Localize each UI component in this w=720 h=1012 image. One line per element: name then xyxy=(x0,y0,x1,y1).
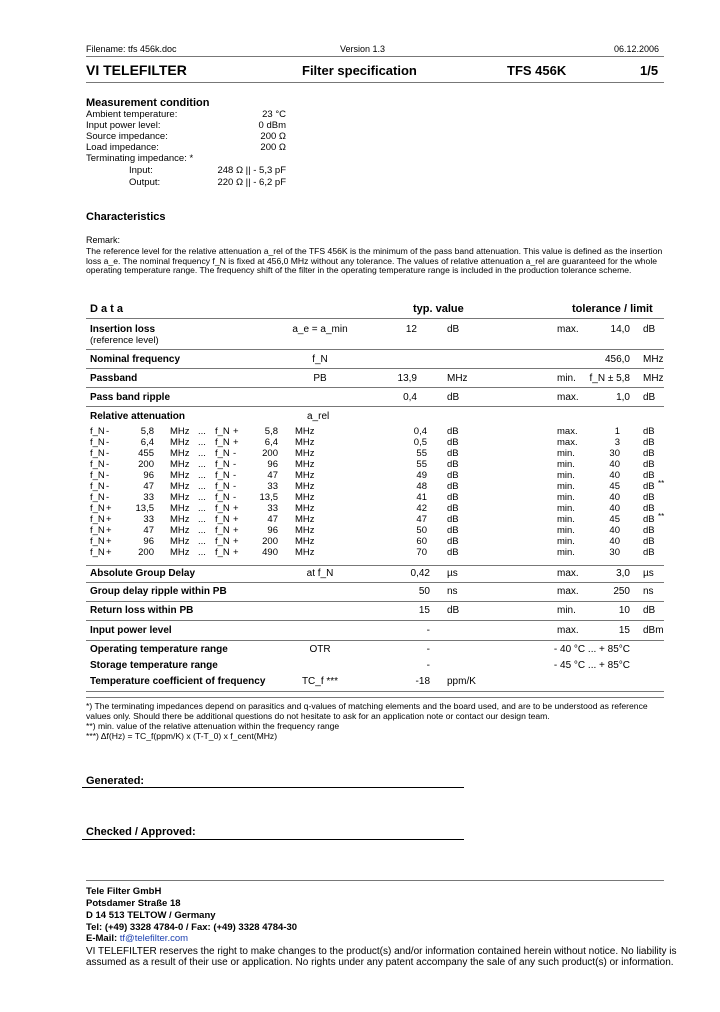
att-fn-2: f_N xyxy=(215,536,230,547)
att-typ-unit: dB xyxy=(447,481,459,492)
limit-value: 10 xyxy=(618,605,630,616)
att-freq-2: 96 xyxy=(267,459,278,470)
att-freq-2: 490 xyxy=(262,547,278,558)
limit-unit: dB xyxy=(643,605,656,616)
att-typ-unit: dB xyxy=(447,514,459,525)
row-rule xyxy=(86,620,664,621)
att-dots: ... xyxy=(198,547,206,558)
measurement-label: Input power level: xyxy=(86,120,161,131)
att-limit-value: 45 xyxy=(609,514,620,525)
att-freq-2: 96 xyxy=(267,525,278,536)
att-dots: ... xyxy=(198,459,206,470)
typ-value: 15 xyxy=(418,605,430,616)
att-limit-kind: min. xyxy=(557,503,575,514)
att-unit-2: MHz xyxy=(295,437,315,448)
col-tol: tolerance / limit xyxy=(572,303,653,315)
att-limit-kind: max. xyxy=(557,426,578,437)
att-note: ** xyxy=(658,479,665,488)
att-fn-1: f_N xyxy=(90,437,105,448)
att-dots: ... xyxy=(198,470,206,481)
typ-value: - xyxy=(426,625,430,636)
att-sign-2: - xyxy=(233,459,237,470)
limit-kind: min. xyxy=(557,373,576,384)
att-limit-kind: min. xyxy=(557,481,575,492)
param-name: Pass band ripple xyxy=(90,392,171,403)
att-dots: ... xyxy=(198,492,206,503)
att-limit-kind: min. xyxy=(557,547,575,558)
limit-unit: µs xyxy=(643,568,654,579)
att-sign-2: - xyxy=(233,448,237,459)
measurement-value: 0 dBm xyxy=(258,120,286,131)
att-sign-1: - xyxy=(106,470,110,481)
att-fn-2: f_N xyxy=(215,470,230,481)
att-limit-value: 40 xyxy=(609,536,620,547)
att-typ: 0,5 xyxy=(413,437,427,448)
att-sign-2: - xyxy=(233,470,237,481)
att-freq-1: 200 xyxy=(138,459,154,470)
att-limit-unit: dB xyxy=(643,437,655,448)
measurement-label: Load impedance: xyxy=(86,142,159,153)
att-freq-2: 47 xyxy=(267,470,278,481)
limit-unit: dBm xyxy=(643,625,664,636)
measurement-label: Output: xyxy=(129,177,161,188)
typ-value: 50 xyxy=(418,586,430,597)
att-sign-1: + xyxy=(106,525,112,536)
att-fn-1: f_N xyxy=(90,514,105,525)
att-unit-2: MHz xyxy=(295,536,315,547)
att-limit-value: 30 xyxy=(609,448,620,459)
att-fn-2: f_N xyxy=(215,437,230,448)
typ-value: - xyxy=(426,644,430,655)
att-limit-kind: min. xyxy=(557,470,575,481)
param-name: Storage temperature range xyxy=(90,660,218,671)
att-fn-1: f_N xyxy=(90,492,105,503)
att-limit-kind: min. xyxy=(557,514,575,525)
limit-unit: MHz xyxy=(643,354,664,365)
att-typ: 55 xyxy=(416,448,427,459)
att-unit-2: MHz xyxy=(295,426,315,437)
att-limit-value: 40 xyxy=(609,492,620,503)
att-sign-2: + xyxy=(233,536,239,547)
email-link[interactable]: tf@telefilter.com xyxy=(119,933,189,944)
col-data: D a t a xyxy=(90,303,124,315)
generated-label: Generated: xyxy=(86,775,145,787)
version: Version 1.3 xyxy=(340,44,386,54)
row-rule xyxy=(86,387,664,388)
att-unit-1: MHz xyxy=(170,503,190,514)
att-limit-value: 40 xyxy=(609,525,620,536)
param-name: Passband xyxy=(90,373,138,384)
att-limit-unit: dB xyxy=(643,503,655,514)
att-freq-2: 33 xyxy=(267,503,278,514)
att-typ-unit: dB xyxy=(447,426,459,437)
att-limit-value: 40 xyxy=(609,470,620,481)
att-dots: ... xyxy=(198,448,206,459)
row-rule xyxy=(86,640,664,641)
att-dots: ... xyxy=(198,481,206,492)
param-symbol: OTR xyxy=(309,644,331,655)
typ-unit: MHz xyxy=(447,373,468,384)
att-dots: ... xyxy=(198,514,206,525)
rel-att-title: Relative attenuation xyxy=(90,411,186,422)
att-sign-1: - xyxy=(106,426,110,437)
att-typ-unit: dB xyxy=(447,547,459,558)
att-limit-kind: min. xyxy=(557,459,575,470)
att-fn-1: f_N xyxy=(90,525,105,536)
limit-unit: dB xyxy=(643,392,656,403)
company-logo xyxy=(86,62,187,78)
generated-line xyxy=(82,787,464,788)
typ-value: 12 xyxy=(405,324,417,335)
att-sign-2: + xyxy=(233,525,239,536)
att-limit-unit: dB xyxy=(643,470,655,481)
att-unit-2: MHz xyxy=(295,470,315,481)
typ-value: 13,9 xyxy=(397,373,417,384)
att-limit-unit: dB xyxy=(643,536,655,547)
remark-label: Remark: xyxy=(86,235,121,245)
att-limit-kind: min. xyxy=(557,448,575,459)
limit-value: 14,0 xyxy=(610,324,630,335)
att-dots: ... xyxy=(198,426,206,437)
att-freq-1: 200 xyxy=(138,547,154,558)
att-freq-1: 33 xyxy=(143,514,154,525)
att-limit-value: 3 xyxy=(614,437,620,448)
limit-kind: max. xyxy=(557,625,579,636)
att-freq-2: 47 xyxy=(267,514,278,525)
att-dots: ... xyxy=(198,536,206,547)
row-rule xyxy=(86,582,664,583)
footer-street: Potsdamer Straße 18 xyxy=(86,898,181,909)
att-fn-2: f_N xyxy=(215,492,230,503)
measurement-label: Input: xyxy=(129,165,153,176)
att-fn-2: f_N xyxy=(215,514,230,525)
att-limit-unit: dB xyxy=(643,481,655,492)
table-rule xyxy=(86,318,664,319)
att-unit-1: MHz xyxy=(170,536,190,547)
limit-value: - 40 °C ... + 85°C xyxy=(553,644,630,655)
att-typ-unit: dB xyxy=(447,492,459,503)
att-limit-unit: dB xyxy=(643,525,655,536)
att-freq-1: 96 xyxy=(143,536,154,547)
att-fn-1: f_N xyxy=(90,470,105,481)
filename: Filename: tfs 456k.doc xyxy=(86,44,177,54)
att-dots: ... xyxy=(198,525,206,536)
att-typ-unit: dB xyxy=(447,470,459,481)
row-rule xyxy=(86,601,664,602)
page-number: 1/5 xyxy=(640,63,659,78)
att-typ-unit: dB xyxy=(447,525,459,536)
att-typ-unit: dB xyxy=(447,448,459,459)
typ-unit: µs xyxy=(447,568,458,579)
att-limit-kind: min. xyxy=(557,536,575,547)
measurement-label: Source impedance: xyxy=(86,131,168,142)
footnote-rule xyxy=(86,697,664,698)
att-freq-2: 200 xyxy=(262,536,278,547)
att-freq-1: 33 xyxy=(143,492,154,503)
param-symbol: PB xyxy=(313,373,327,384)
row-rule xyxy=(86,368,664,369)
att-sign-1: - xyxy=(106,492,110,503)
att-unit-1: MHz xyxy=(170,492,190,503)
disclaimer-2: assumed as a result of their use or application. No rights under any patent accompany the sale of any such product(s) or information. xyxy=(86,957,674,968)
att-sign-1: - xyxy=(106,459,110,470)
param-symbol: f_N xyxy=(312,354,328,365)
att-sign-2: - xyxy=(233,481,237,492)
att-fn-1: f_N xyxy=(90,536,105,547)
typ-value: - xyxy=(426,660,430,671)
att-typ: 50 xyxy=(416,525,427,536)
footnote-1: *) The terminating impedances depend on parasitics and q-values of matching elements and the board used, and are to be understood as reference xyxy=(86,701,648,711)
att-fn-2: f_N xyxy=(215,503,230,514)
limit-value: 1,0 xyxy=(616,392,630,403)
typ-unit: ppm/K xyxy=(447,676,476,687)
att-freq-1: 47 xyxy=(143,481,154,492)
att-limit-kind: max. xyxy=(557,437,578,448)
att-limit-value: 1 xyxy=(614,426,620,437)
att-unit-1: MHz xyxy=(170,448,190,459)
att-unit-2: MHz xyxy=(295,525,315,536)
typ-unit: ns xyxy=(447,586,458,597)
att-typ: 0,4 xyxy=(413,426,427,437)
att-fn-2: f_N xyxy=(215,547,230,558)
att-unit-2: MHz xyxy=(295,547,315,558)
att-typ: 49 xyxy=(416,470,427,481)
att-limit-unit: dB xyxy=(643,459,655,470)
att-typ: 48 xyxy=(416,481,427,492)
param-name: Input power level xyxy=(90,625,172,636)
att-limit-unit: dB xyxy=(643,492,655,503)
att-typ-unit: dB xyxy=(447,503,459,514)
att-freq-1: 6,4 xyxy=(140,437,154,448)
email-label: E-Mail: xyxy=(86,933,118,944)
att-dots: ... xyxy=(198,437,206,448)
row-rule xyxy=(86,406,664,407)
att-sign-1: - xyxy=(106,448,110,459)
att-sign-1: + xyxy=(106,503,112,514)
measurement-value: 220 Ω || - 6,2 pF xyxy=(217,177,286,188)
att-freq-1: 47 xyxy=(143,525,154,536)
limit-kind: max. xyxy=(557,392,579,403)
att-unit-1: MHz xyxy=(170,514,190,525)
att-sign-1: + xyxy=(106,547,112,558)
att-unit-2: MHz xyxy=(295,448,315,459)
param-name: Nominal frequency xyxy=(90,354,181,365)
att-note: ** xyxy=(658,512,665,521)
param-name: Operating temperature range xyxy=(90,644,228,655)
att-unit-2: MHz xyxy=(295,503,315,514)
att-freq-1: 13,5 xyxy=(135,503,154,514)
measurement-value: 23 °C xyxy=(262,109,286,120)
att-limit-unit: dB xyxy=(643,547,655,558)
date: 06.12.2006 xyxy=(614,44,660,54)
att-typ-unit: dB xyxy=(447,459,459,470)
att-sign-2: + xyxy=(233,514,239,525)
footnote-4: ***) Δf(Hz) = TC_f(ppm/K) x (T-T_0) x f_cent(MHz) xyxy=(86,731,278,741)
att-unit-1: MHz xyxy=(170,437,190,448)
att-fn-2: f_N xyxy=(215,426,230,437)
param-name: Group delay ripple within PB xyxy=(90,586,227,597)
logo-mark: VI xyxy=(86,62,100,78)
footnote-3: **) min. value of the relative attenuation within the frequency range xyxy=(86,721,340,731)
att-fn-1: f_N xyxy=(90,503,105,514)
typ-unit: dB xyxy=(447,392,460,403)
checked-line xyxy=(82,839,464,840)
att-unit-2: MHz xyxy=(295,514,315,525)
att-sign-1: + xyxy=(106,514,112,525)
att-limit-value: 30 xyxy=(609,547,620,558)
footer-company: Tele Filter GmbH xyxy=(86,886,162,897)
att-fn-1: f_N xyxy=(90,426,105,437)
measurement-label: Ambient temperature: xyxy=(86,109,178,120)
att-limit-unit: dB xyxy=(643,426,655,437)
att-typ: 42 xyxy=(416,503,427,514)
doc-title: Filter specification xyxy=(302,63,417,78)
remark-line-2: loss a_e. The nominal frequency f_N is fixed at 456,0 MHz without any tolerance. The values of relative attenuation a_rel are guaranteed for the whole xyxy=(86,256,658,266)
att-fn-2: f_N xyxy=(215,448,230,459)
att-unit-2: MHz xyxy=(295,459,315,470)
att-fn-1: f_N xyxy=(90,481,105,492)
limit-value: 456,0 xyxy=(604,354,630,365)
footer-city: D 14 513 TELTOW / Germany xyxy=(86,910,216,921)
measurement-value: 200 Ω xyxy=(260,131,286,142)
att-sign-2: + xyxy=(233,426,239,437)
att-fn-2: f_N xyxy=(215,481,230,492)
remark-line-3: operating temperature range. The frequency shift of the filter in the operating temperature range is included in the production tolerance scheme. xyxy=(86,265,632,275)
limit-value: f_N ± 5,8 xyxy=(589,373,630,384)
rel-att-sym: a_rel xyxy=(307,411,330,422)
att-limit-value: 40 xyxy=(609,459,620,470)
disclaimer-1: VI TELEFILTER reserves the right to make changes to the product(s) and/or information contained herein without notice. No liability is xyxy=(86,946,677,957)
att-sign-1: - xyxy=(106,437,110,448)
param-sub: (reference level) xyxy=(90,335,159,346)
att-sign-2: - xyxy=(233,492,237,503)
att-limit-kind: min. xyxy=(557,492,575,503)
att-sign-2: + xyxy=(233,503,239,514)
limit-unit: ns xyxy=(643,586,654,597)
att-freq-1: 96 xyxy=(143,470,154,481)
att-sign-1: - xyxy=(106,481,110,492)
att-freq-2: 5,8 xyxy=(264,426,278,437)
att-typ: 41 xyxy=(416,492,427,503)
row-rule xyxy=(86,565,664,566)
att-limit-value: 45 xyxy=(609,481,620,492)
att-limit-value: 40 xyxy=(609,503,620,514)
limit-value: - 45 °C ... + 85°C xyxy=(553,660,630,671)
typ-value: 0,42 xyxy=(410,568,430,579)
att-unit-2: MHz xyxy=(295,492,315,503)
att-limit-unit: dB xyxy=(643,514,655,525)
param-name: Absolute Group Delay xyxy=(90,568,196,579)
footer-tel: Tel: (+49) 3328 4784-0 / Fax: (+49) 3328 4784-30 xyxy=(86,922,298,933)
att-typ: 55 xyxy=(416,459,427,470)
measurement-label: Terminating impedance: * xyxy=(86,153,194,164)
checked-label: Checked / Approved: xyxy=(86,826,196,838)
att-dots: ... xyxy=(198,503,206,514)
limit-kind: min. xyxy=(557,605,576,616)
att-freq-2: 33 xyxy=(267,481,278,492)
att-typ: 60 xyxy=(416,536,427,547)
param-name: Temperature coefficient of frequency xyxy=(90,676,266,687)
typ-unit: dB xyxy=(447,605,460,616)
header-rule-top xyxy=(86,56,664,57)
footer-email-block xyxy=(86,933,188,944)
att-typ-unit: dB xyxy=(447,536,459,547)
param-symbol: a_e = a_min xyxy=(292,324,348,335)
att-typ: 47 xyxy=(416,514,427,525)
part-number: TFS 456K xyxy=(507,63,567,78)
att-sign-2: + xyxy=(233,547,239,558)
col-typ: typ. value xyxy=(413,303,464,315)
row-rule xyxy=(86,349,664,350)
att-fn-2: f_N xyxy=(215,459,230,470)
att-unit-1: MHz xyxy=(170,426,190,437)
att-freq-2: 13,5 xyxy=(259,492,278,503)
att-limit-unit: dB xyxy=(643,448,655,459)
measurement-value: 248 Ω || - 5,3 pF xyxy=(217,165,286,176)
characteristics-title: Characteristics xyxy=(86,211,166,223)
att-typ: 70 xyxy=(416,547,427,558)
footnote-2: values only. Should there be additional questions do not hesitate to ask for an application note or contact our design team. xyxy=(86,711,550,721)
att-unit-2: MHz xyxy=(295,481,315,492)
measurement-value: 200 Ω xyxy=(260,142,286,153)
att-sign-1: + xyxy=(106,536,112,547)
att-freq-2: 200 xyxy=(262,448,278,459)
remark-line-1: The reference level for the relative attenuation a_rel of the TFS 456K is the minimum of the pass band attenuation. This value is defined as the insertion xyxy=(86,246,663,256)
att-unit-1: MHz xyxy=(170,459,190,470)
att-unit-1: MHz xyxy=(170,470,190,481)
footer-rule xyxy=(86,880,664,881)
att-fn-1: f_N xyxy=(90,459,105,470)
limit-kind: max. xyxy=(557,586,579,597)
att-fn-2: f_N xyxy=(215,525,230,536)
param-symbol: TC_f *** xyxy=(301,676,339,687)
limit-kind: max. xyxy=(557,568,579,579)
att-unit-1: MHz xyxy=(170,547,190,558)
limit-value: 15 xyxy=(618,625,630,636)
param-name: Return loss within PB xyxy=(90,605,194,616)
att-unit-1: MHz xyxy=(170,481,190,492)
typ-value: 0,4 xyxy=(403,392,417,403)
measurement-title: Measurement condition xyxy=(86,97,210,109)
att-freq-1: 455 xyxy=(138,448,154,459)
typ-value: -18 xyxy=(415,676,430,687)
param-name: Insertion loss xyxy=(90,324,156,335)
header-rule-bottom xyxy=(86,82,664,83)
att-fn-1: f_N xyxy=(90,547,105,558)
typ-unit: dB xyxy=(447,324,460,335)
limit-value: 3,0 xyxy=(616,568,630,579)
row-rule xyxy=(86,691,664,692)
limit-kind: max. xyxy=(557,324,579,335)
limit-unit: MHz xyxy=(643,373,664,384)
att-typ-unit: dB xyxy=(447,437,459,448)
att-freq-1: 5,8 xyxy=(140,426,154,437)
param-symbol: at f_N xyxy=(306,568,334,579)
att-fn-1: f_N xyxy=(90,448,105,459)
company-name: TELEFILTER xyxy=(103,62,187,78)
att-sign-2: + xyxy=(233,437,239,448)
limit-value: 250 xyxy=(613,586,630,597)
limit-unit: dB xyxy=(643,324,656,335)
att-limit-kind: min. xyxy=(557,525,575,536)
att-freq-2: 6,4 xyxy=(264,437,278,448)
att-unit-1: MHz xyxy=(170,525,190,536)
